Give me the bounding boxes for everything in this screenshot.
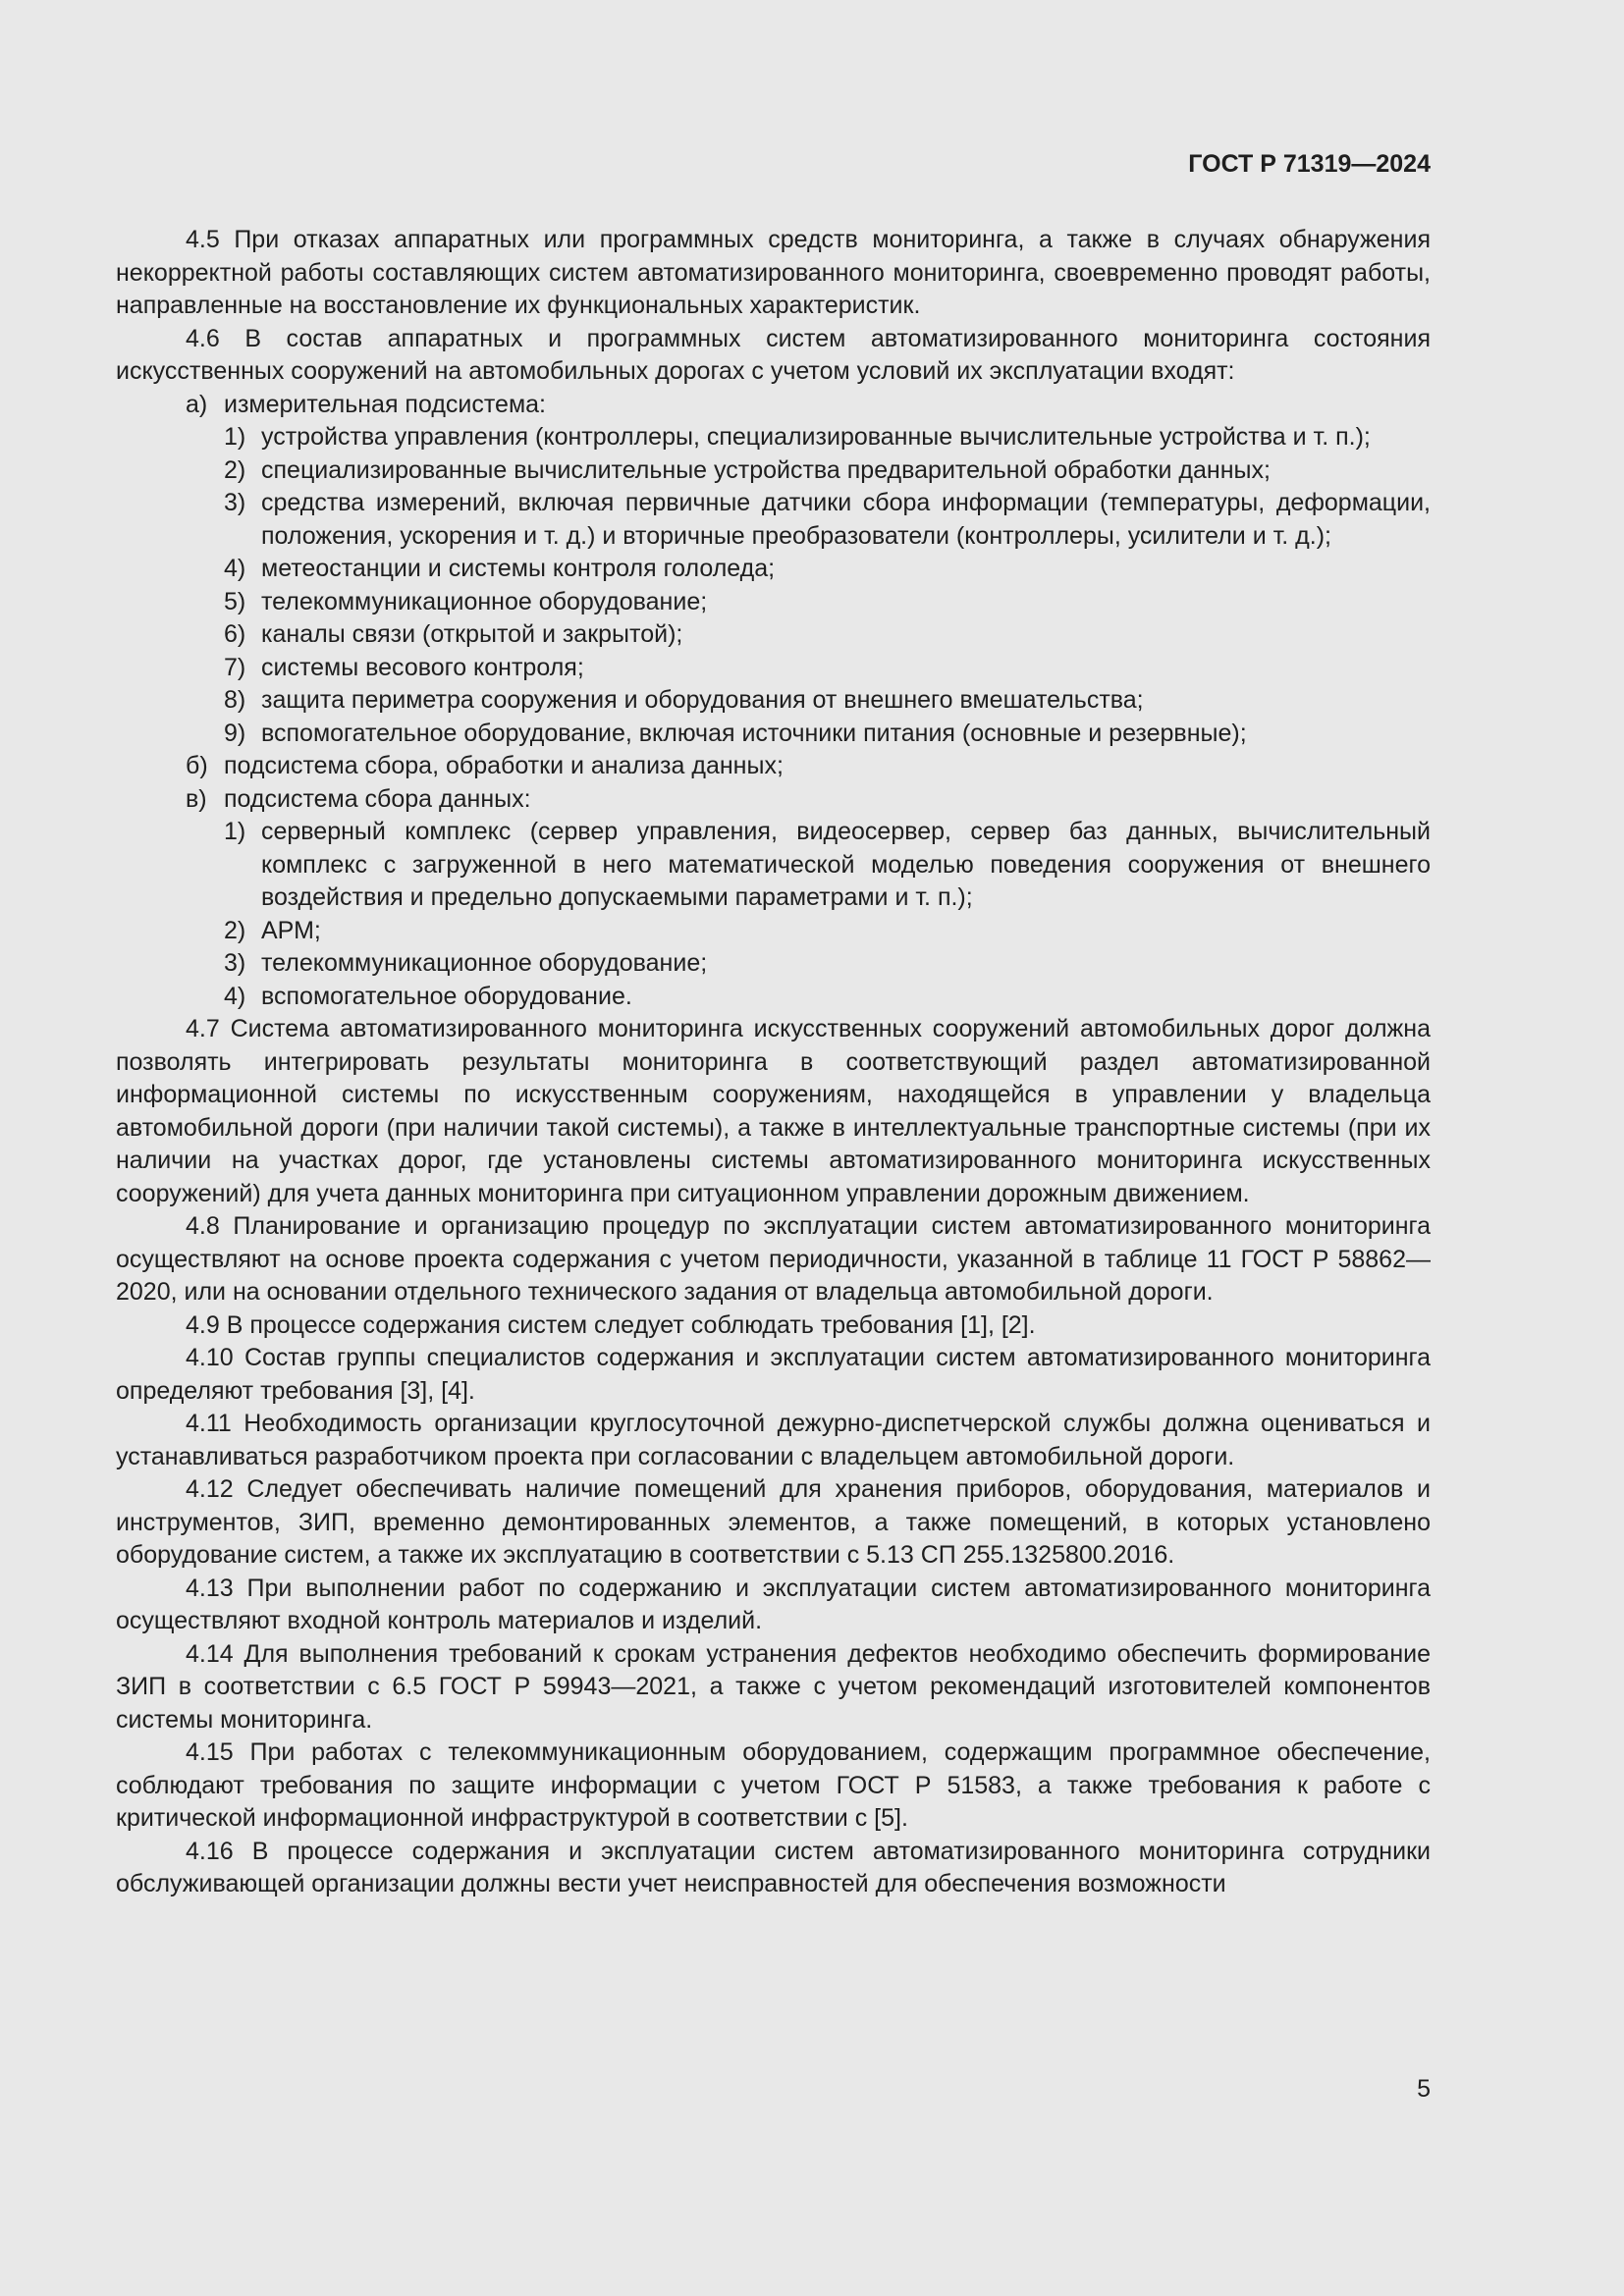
list-marker: 1) bbox=[224, 423, 246, 451]
sub-list-item bbox=[116, 816, 1431, 915]
list-marker: 1) bbox=[224, 818, 246, 845]
list-item bbox=[116, 750, 1431, 783]
sub-list-item bbox=[116, 981, 1431, 1014]
list-marker: 3) bbox=[224, 489, 246, 516]
paragraph: 4.10 Состав группы специалистов содержания и эксплуатации систем автоматизированного мониторинга определяют требования [3], [4]. bbox=[116, 1344, 1431, 1405]
list-marker: 2) bbox=[224, 916, 246, 944]
paragraph: 4.12 Следует обеспечивать наличие помещений для хранения приборов, оборудования, материалов и инструментов, ЗИП, временно демонтированных элементов, а также помещений, в которых установлено оборудование систем, а также их эксплуатацию в соответствии с 5.13 СП 255.1325800.2016. bbox=[116, 1475, 1431, 1569]
list-marker: 4) bbox=[224, 555, 246, 582]
list-item-text: средства измерений, включая первичные датчики сбора информации (температуры, деформации, положения, ускорения и т. д.) и вторичные преобразователи (контроллеры, усилители и т. д.); bbox=[261, 489, 1431, 550]
list-item-text: подсистема сбора данных: bbox=[224, 784, 531, 813]
paragraph: 4.14 Для выполнения требований к срокам устранения дефектов необходимо обеспечить формирование ЗИП в соответствии с 6.5 ГОСТ Р 59943—2021, а также с учетом рекомендаций изготовителей компонентов системы мониторинга. bbox=[116, 1639, 1431, 1734]
sub-list-item bbox=[116, 718, 1431, 751]
paragraph: 4.15 При работах с телекоммуникационным оборудованием, содержащим программное обеспечение, соблюдают требования по защите информации с учетом ГОСТ Р 51583, а также требования к работе с критической информационной инфраструктурой в соответствии с [5]. bbox=[116, 1738, 1431, 1832]
list-marker: 6) bbox=[224, 620, 246, 648]
sub-list-item bbox=[116, 947, 1431, 981]
sub-list-item bbox=[116, 915, 1431, 948]
list-marker: 2) bbox=[224, 455, 246, 484]
list-item-text: метеостанции и системы контроля гололеда; bbox=[261, 555, 776, 582]
paragraph: 4.13 При выполнении работ по содержанию и эксплуатации систем автоматизированного мониторинга осуществляют входной контроль материалов и изделий. bbox=[116, 1574, 1431, 1634]
document-body bbox=[116, 224, 1431, 1901]
list-item-text: измерительная подсистема: bbox=[224, 390, 546, 418]
list-item-text: защита периметра сооружения и оборудования от внешнего вмешательства; bbox=[261, 686, 1144, 714]
sub-list-item bbox=[116, 421, 1431, 454]
sub-list-item bbox=[116, 454, 1431, 488]
list-item-text: АРМ; bbox=[261, 916, 321, 944]
list-item-text: системы весового контроля; bbox=[261, 653, 584, 681]
list-marker: 3) bbox=[224, 949, 246, 977]
sub-list-item bbox=[116, 553, 1431, 586]
paragraph: 4.16 В процессе содержания и эксплуатации систем автоматизированного мониторинга сотрудники обслуживающей организации должны вести учет неисправностей для обеспечения возможности bbox=[116, 1837, 1431, 1897]
list-marker: б) bbox=[186, 752, 208, 779]
paragraph: 4.8 Планирование и организацию процедур по эксплуатации систем автоматизированного мониторинга осуществляют на основе проекта содержания с учетом периодичности, указанной в таблице 11 ГОСТ Р 58862—2020, или на основании отдельного технического задания от владельца автомобильной дороги. bbox=[116, 1212, 1431, 1306]
list-item bbox=[116, 783, 1431, 817]
list-item-text: специализированные вычислительные устройства предварительной обработки данных; bbox=[261, 455, 1271, 484]
list-marker: 5) bbox=[224, 587, 246, 615]
list-marker: 7) bbox=[224, 653, 246, 681]
sub-list-item bbox=[116, 586, 1431, 619]
paragraph: 4.7 Система автоматизированного мониторинга искусственных сооружений автомобильных дорог должна позволять интегрировать результаты мониторинга в соответствующий раздел автоматизированной информационной системы по искусственным сооружениям, находящейся в управлении у владельца автомобильной дороги (при наличии такой системы), а также в интеллектуальные транспортные системы (при их наличии на участках дорог, где установлены системы автоматизированного мониторинга искусственных сооружений) для учета данных мониторинга при ситуационном управлении дорожным движением. bbox=[116, 1015, 1431, 1207]
page-number: 5 bbox=[1417, 2075, 1431, 2103]
sub-list-item bbox=[116, 487, 1431, 553]
sub-list-item bbox=[116, 652, 1431, 685]
list-marker: в) bbox=[186, 784, 207, 813]
list-marker: а) bbox=[186, 390, 208, 418]
list-item-text: телекоммуникационное оборудование; bbox=[261, 949, 708, 977]
list-marker: 4) bbox=[224, 982, 246, 1010]
list-item-text: каналы связи (открытой и закрытой); bbox=[261, 620, 683, 648]
list-item-text: подсистема сбора, обработки и анализа данных; bbox=[224, 752, 784, 779]
list-marker: 8) bbox=[224, 686, 246, 714]
list-item-text: серверный комплекс (сервер управления, видеосервер, сервер баз данных, вычислительный комплекс с загруженной в него математической моделью поведения сооружения от внешнего воздействия и предельно допускаемыми параметрами и т. п.); bbox=[261, 818, 1431, 911]
paragraph: 4.9 В процессе содержания систем следует соблюдать требования [1], [2]. bbox=[186, 1310, 1036, 1339]
sub-list-item bbox=[116, 618, 1431, 652]
list-item-text: телекоммуникационное оборудование; bbox=[261, 587, 708, 615]
list-marker: 9) bbox=[224, 719, 246, 747]
document-header: ГОСТ Р 71319—2024 bbox=[1188, 150, 1431, 178]
list-item-text: вспомогательное оборудование. bbox=[261, 982, 632, 1010]
paragraph: 4.6 В состав аппаратных и программных систем автоматизированного мониторинга состояния искусственных сооружений на автомобильных дорогах с учетом условий их эксплуатации входят: bbox=[116, 324, 1431, 385]
paragraph: 4.11 Необходимость организации круглосуточной дежурно-диспетчерской службы должна оцениваться и устанавливаться разработчиком проекта при согласовании с владельцем автомобильной дороги. bbox=[116, 1410, 1431, 1470]
sub-list-item bbox=[116, 684, 1431, 718]
list-item-text: устройства управления (контроллеры, специализированные вычислительные устройства и т. п.); bbox=[261, 423, 1371, 451]
paragraph: 4.5 При отказах аппаратных или программных средств мониторинга, а также в случаях обнаружения некорректной работы составляющих систем автоматизированного мониторинга, своевременно проводят работы, направленные на восстановление их функциональных характеристик. bbox=[116, 226, 1431, 319]
list-item bbox=[116, 389, 1431, 422]
list-item-text: вспомогательное оборудование, включая источники питания (основные и резервные); bbox=[261, 719, 1247, 747]
